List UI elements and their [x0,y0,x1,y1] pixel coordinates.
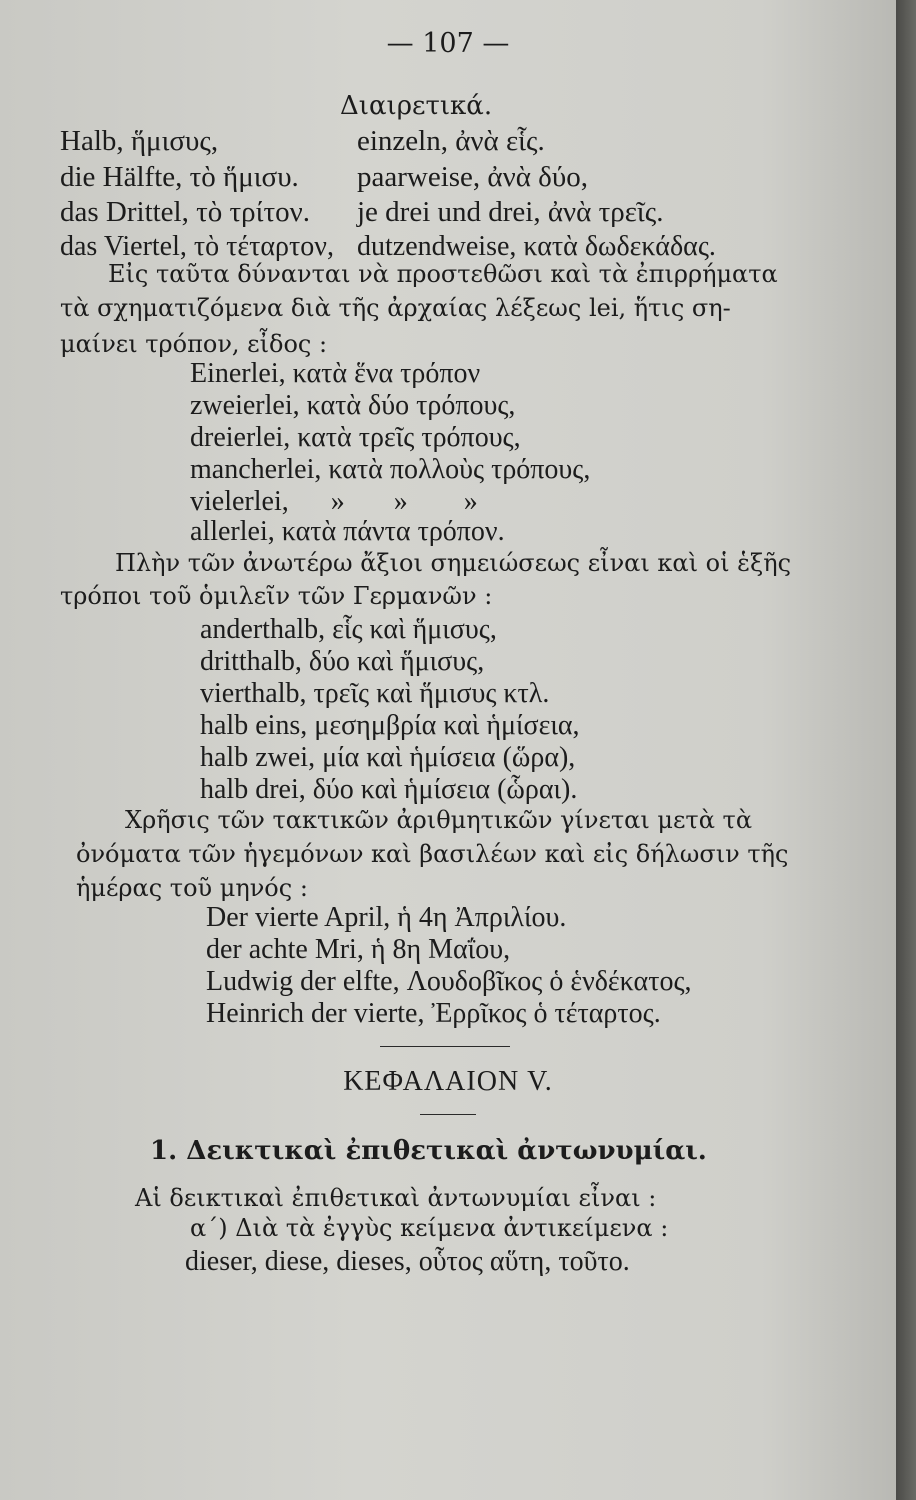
list3-item1: Der vierte April, ἡ 4η Ἀπριλίου. [206,902,567,933]
section-title: Διαιρετικά. [340,91,493,121]
chapter-rule [420,1114,476,1115]
table-right-3: je drei und drei, ἀνὰ τρεῖς. [357,196,664,228]
para4: Αἱ δεικτικαὶ ἐπιθετικαὶ ἀντωνυμίαι εἶναι : [135,1184,657,1212]
list3-item4: Heinrich der vierte, Ἐρρῖκος ὁ τέταρτος. [206,998,661,1029]
list1-item5: vielerlei, » » » [190,486,478,517]
para1-line2: τὰ σχηματιζόμενα διὰ τῆς ἀρχαίας λέξεως lei, ἥτις ση- [60,294,731,322]
para1-line1: Εἰς ταῦτα δύνανται νὰ προστεθῶσι καὶ τὰ ἐπιρρήματα [108,260,778,288]
table-left-1: Halb, ἥμισυς, [60,125,219,157]
table-left-2: die Hälfte, τὸ ἥμισυ. [60,161,299,193]
page-edge-shadow [896,0,916,1500]
list1-item3: dreierlei, κατὰ τρεῖς τρόπους, [190,422,521,453]
table-left-3: das Drittel, τὸ τρίτον. [60,196,310,228]
para2-line1: Πλὴν τῶν ἀνωτέρω ἄξιοι σημειώσεως εἶναι καὶ οἱ ἑξῆς [115,549,792,577]
para1-line3: μαίνει τρόπον, εἶδος : [60,330,328,358]
table-right-4: dutzendweise, κατὰ δωδεκάδας. [357,231,716,262]
item-a: α΄) Διὰ τὰ ἐγγὺς κείμενα ἀντικείμενα : [190,1214,669,1242]
list2-item3: vierthalb, τρεῖς καὶ ἥμισυς κτλ. [200,678,550,709]
para3-line3: ἡμέρας τοῦ μηνός : [76,874,308,902]
list3-item3: Ludwig der elfte, Λουδοβῖκος ὁ ἑνδέκατος, [206,966,692,997]
para3-line2: ὀνόματα τῶν ἡγεμόνων καὶ βασιλέων καὶ εἰς δήλωσιν τῆς [76,840,789,868]
table-right-2: paarweise, ἀνὰ δύο, [357,161,588,193]
page-number: — 107 — [386,28,510,59]
subsection-title: 1. Δεικτικαὶ ἐπιθετικαὶ ἀντωνυμίαι. [150,1136,707,1166]
list2-item5: halb zwei, μία καὶ ἡμίσεια (ὥρα), [200,742,576,773]
list3-item2: der achte Mri, ἡ 8η Μαΐου, [206,934,511,965]
list1-item2: zweierlei, κατὰ δύο τρόπους, [190,390,516,421]
list1-item4: mancherlei, κατὰ πολλοὺς τρόπους, [190,454,591,485]
list1-item6: allerlei, κατὰ πάντα τρόπον. [190,516,505,547]
list2-item6: halb drei, δύο καὶ ἡμίσεια (ὧραι). [200,774,578,805]
divider-rule [380,1046,510,1047]
para3-line1: Χρῆσις τῶν τακτικῶν ἀριθμητικῶν γίνεται μετὰ τὰ [125,806,753,834]
list1-item1: Einerlei, κατὰ ἕνα τρόπον [190,358,481,389]
list2-item1: anderthalb, εἷς καὶ ἥμισυς, [200,614,497,645]
list2-item4: halb eins, μεσημβρία καὶ ἡμίσεια, [200,710,580,741]
table-left-4: das Viertel, τὸ τέταρτον, [60,231,334,262]
list2-item2: dritthalb, δύο καὶ ἥμισυς, [200,646,485,677]
example-line: dieser, diese, dieses, οὗτος αὕτη, τοῦτο. [185,1246,630,1277]
para2-line2: τρόποι τοῦ ὁμιλεῖν τῶν Γερμανῶν : [60,582,493,610]
chapter-title: ΚΕΦΑΛΑΙΟΝ V. [343,1066,553,1097]
table-right-1: einzeln, ἀνὰ εἷς. [357,125,545,157]
